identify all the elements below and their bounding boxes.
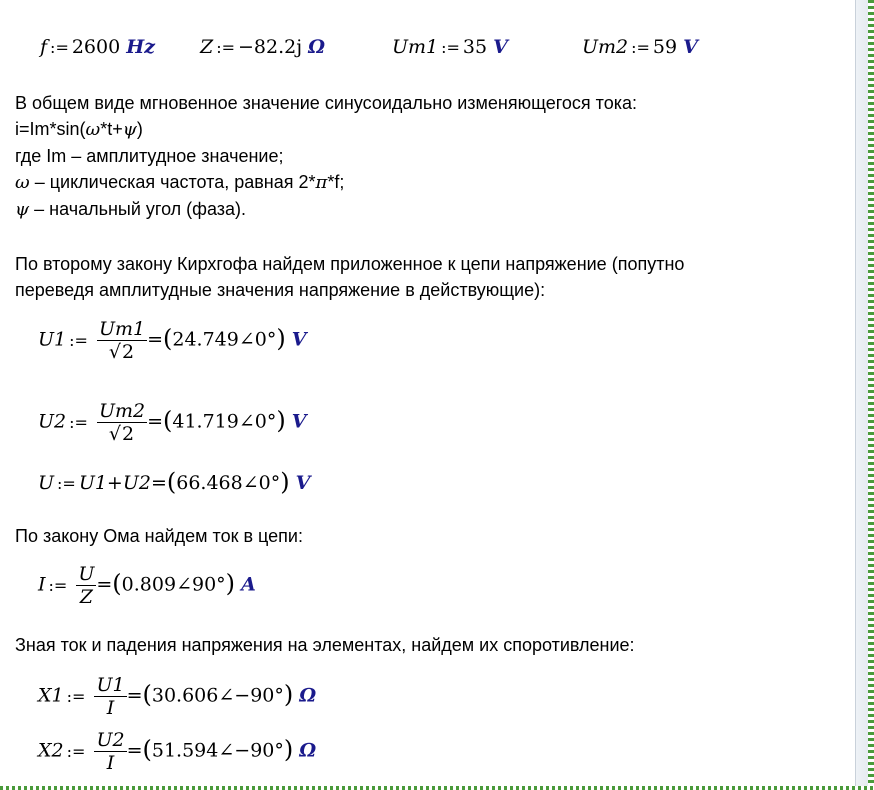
formula-u1[interactable]: U1 := $\frac{Um1}{√2}$ =(24.749∠0°) V <box>38 318 307 363</box>
text-region-ohm[interactable] <box>15 523 303 549</box>
fraction: $\frac{Um1}{√2}$ <box>98 318 146 363</box>
text-line-omega: ω – циклическая частота, равная 2*π*f; <box>15 172 345 193</box>
text-line: По второму закону Кирхгофа найдем приложенное к цепи напряжение (попутно <box>15 254 685 274</box>
text-line: По закону Ома найдем ток в цепи: <box>15 526 303 546</box>
text-line-psi: ψ – начальный угол (фаза). <box>15 199 247 220</box>
text-line: переведя амплитудные значения напряжение в действующие): <box>15 280 546 300</box>
text-line-formula: i=Im*sin(ω*t+ψ) <box>15 119 143 140</box>
fraction: $\frac{U}{Z}$ <box>78 563 95 608</box>
formula-x2[interactable]: X2 := $\frac{U2}{I}$ =(51.594∠−90°) Ω <box>38 729 317 774</box>
param-f[interactable]: f := 2600 Hz <box>40 36 155 58</box>
param-z[interactable]: Z := −82.2j Ω <box>200 36 326 58</box>
param-um2[interactable]: Um2 := 59 V <box>582 36 698 58</box>
param-um1[interactable]: Um1 := 35 V <box>392 36 508 58</box>
text-line: В общем виде мгновенное значение синусоидально изменяющегося тока: <box>15 93 637 113</box>
text-line: где Im – амплитудное значение; <box>15 146 284 166</box>
text-region-resistance[interactable] <box>15 632 635 658</box>
page-edge-marker <box>868 0 874 790</box>
sqrt-symbol: √2 <box>108 423 135 445</box>
sqrt-symbol: √2 <box>108 341 135 363</box>
text-region-general-form[interactable] <box>15 90 637 223</box>
fraction: $\frac{Um2}{√2}$ <box>98 400 146 445</box>
text-line: Зная ток и падения напряжения на элементах, найдем их споротивление: <box>15 635 635 655</box>
formula-x1[interactable]: X1 := $\frac{U1}{I}$ =(30.606∠−90°) Ω <box>38 674 317 719</box>
fraction: $\frac{U1}{I}$ <box>96 674 125 719</box>
formula-i[interactable]: I := $\frac{U}{Z}$ =(0.809∠90°) A <box>38 563 256 608</box>
formula-u2[interactable]: U2 := $\frac{Um2}{√2}$ =(41.719∠0°) V <box>38 400 307 445</box>
formula-u-sum[interactable]: U := U1+U2=(66.468∠0°) V <box>38 468 311 496</box>
fraction: $\frac{U2}{I}$ <box>96 729 125 774</box>
page-bottom-marker <box>0 786 874 790</box>
text-region-kirchhoff[interactable] <box>15 251 684 303</box>
